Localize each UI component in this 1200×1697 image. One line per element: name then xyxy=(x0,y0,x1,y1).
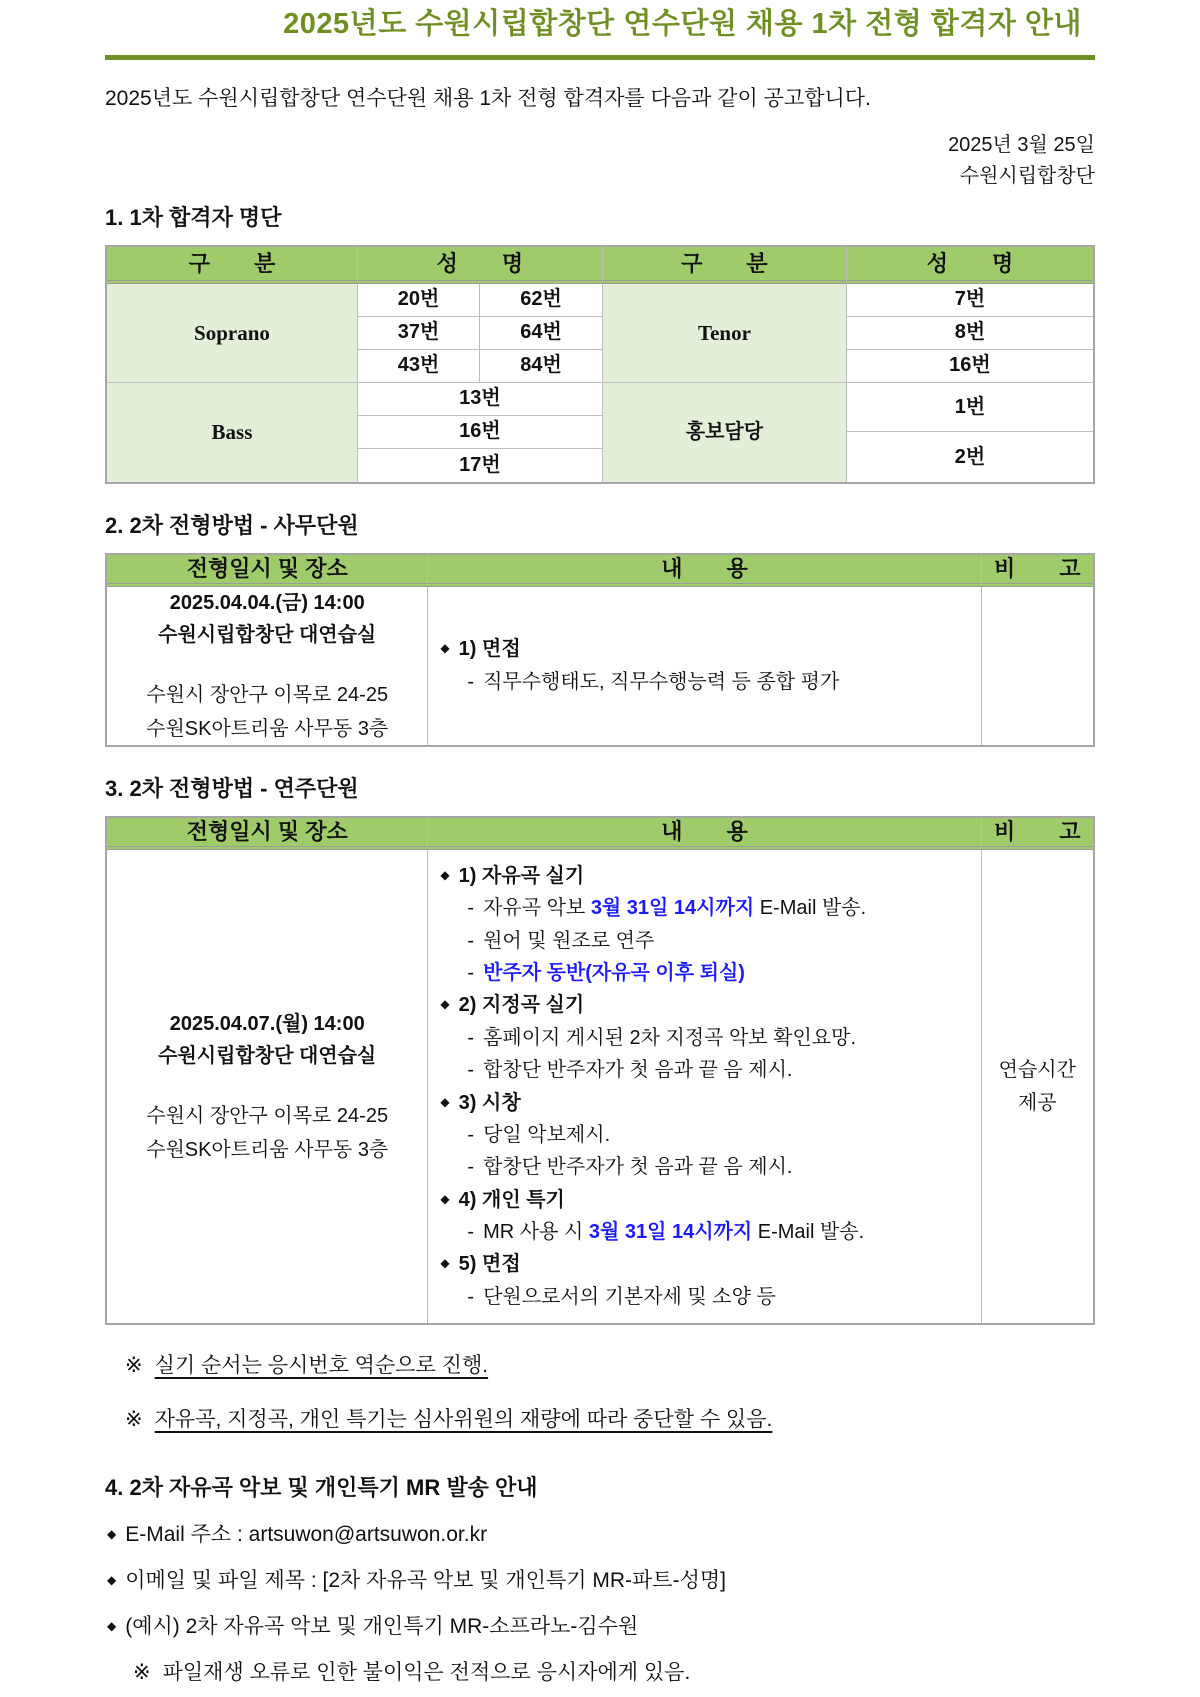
mr-send-bullet xyxy=(107,1564,1095,1594)
section3-heading: 3. 2차 전형방법 - 연주단원 xyxy=(105,775,359,801)
venue-address-line2: 수원SK아트리움 사무동 3층 xyxy=(146,717,389,740)
header-cell-schedule: 전형일시 및 장소 xyxy=(107,555,428,587)
content-cell xyxy=(428,587,981,745)
title-divider xyxy=(105,55,1095,60)
item-title-text: 5) 면접 xyxy=(458,1253,521,1276)
exam-datetime: 2025.04.07.(월) 14:00 xyxy=(169,1012,365,1035)
note-text: 자유곡, 지정곡, 개인 특기는 심사위원의 재량에 따라 중단할 수 있음. xyxy=(154,1408,773,1432)
content-item-detail xyxy=(440,1119,970,1151)
detail-text: E-Mail 발송. xyxy=(754,897,867,920)
content-item-detail xyxy=(440,1281,970,1313)
diamond-bullet-icon: ◆ xyxy=(440,641,450,656)
header-cell-name-left: 성 명 xyxy=(358,247,603,284)
header-cell-remark: 비 고 xyxy=(982,818,1093,850)
note-text: 실기 순서는 응시번호 역순으로 진행. xyxy=(154,1354,489,1378)
venue-address-line2: 수원SK아트리움 사무동 3층 xyxy=(146,1138,389,1161)
venue-address-line1: 수원시 장안구 이목로 24-25 xyxy=(146,683,389,706)
item-title-text: 3) 시창 xyxy=(458,1091,521,1114)
number-cell: 16번 xyxy=(847,350,1093,383)
exam-datetime: 2025.04.04.(금) 14:00 xyxy=(169,591,365,614)
detail-text: E-Mail 발송. xyxy=(752,1221,865,1244)
remark-cell-empty xyxy=(982,587,1093,745)
number-cell: 20번 xyxy=(358,284,480,317)
header-cell-content: 내 용 xyxy=(428,555,981,587)
detail-text: 직무수행태도, 직무수행능력 등 종합 평가 xyxy=(483,670,840,693)
detail-text: MR 사용 시 xyxy=(483,1221,589,1244)
venue-address-line1: 수원시 장안구 이목로 24-25 xyxy=(146,1104,389,1127)
detail-text: 원어 및 원조로 연주 xyxy=(483,929,655,952)
dash-icon: - xyxy=(467,1059,475,1082)
dash-icon: - xyxy=(467,897,475,920)
diamond-bullet-icon: ◆ xyxy=(440,1094,450,1109)
item-title-text: 1) 면접 xyxy=(458,638,521,661)
note-line xyxy=(125,1403,1095,1433)
content-item-title xyxy=(440,1087,970,1119)
dash-icon: - xyxy=(467,961,475,984)
number-cell: 1번 xyxy=(847,383,1093,433)
diamond-bullet-icon: ◆ xyxy=(440,867,450,882)
number-cell: 17번 xyxy=(358,449,603,482)
header-cell-content: 내 용 xyxy=(428,818,981,850)
detail-text: 당일 악보제시. xyxy=(483,1123,611,1146)
content-item-detail xyxy=(440,892,970,924)
detail-text: 합창단 반주자가 첫 음과 끝 음 제시. xyxy=(483,1156,793,1179)
item-title-text: 1) 자유곡 실기 xyxy=(458,864,585,887)
mr-send-bullet xyxy=(107,1610,1095,1640)
number-cell: 13번 xyxy=(358,383,603,416)
note-line xyxy=(125,1349,1095,1379)
diamond-bullet-icon: ◆ xyxy=(440,1191,450,1206)
content-item-detail xyxy=(440,1216,970,1248)
content-item-title xyxy=(440,1248,970,1280)
dash-icon: - xyxy=(467,670,475,693)
number-cell: 7번 xyxy=(847,284,1093,317)
content-item-title xyxy=(440,1184,970,1216)
bullet-text-subject: 이메일 및 파일 제목 : [2차 자유곡 악보 및 개인특기 MR-파트-성명] xyxy=(125,1568,726,1592)
organization-name: 수원시립합창단 xyxy=(959,164,1095,187)
reference-mark-icon: ※ xyxy=(133,1660,151,1684)
header-cell-category-right: 구 분 xyxy=(603,247,847,284)
remark-text-line2: 제공 xyxy=(1017,1091,1057,1114)
content-item-title xyxy=(440,989,970,1021)
detail-text-highlight: 3월 31일 14시까지 xyxy=(588,1221,753,1244)
page-title: 2025년도 수원시립합창단 연수단원 채용 1차 전형 합격자 안내 xyxy=(283,8,1082,40)
number-cell: 8번 xyxy=(847,317,1093,350)
reference-mark-icon: ※ xyxy=(125,1354,143,1378)
number-cell: 43번 xyxy=(358,350,480,383)
number-cell: 62번 xyxy=(480,284,603,317)
content-item-detail xyxy=(440,1151,970,1183)
diamond-bullet-icon: ◆ xyxy=(107,1526,117,1541)
section1-heading: 1. 1차 합격자 명단 xyxy=(105,204,282,230)
schedule-cell xyxy=(107,850,428,1323)
section2-heading: 2. 2차 전형방법 - 사무단원 xyxy=(105,512,359,538)
schedule-cell xyxy=(107,587,428,745)
exam-venue: 수원시립합창단 대연습실 xyxy=(158,623,377,646)
remark-cell xyxy=(982,850,1093,1323)
detail-text: 단원으로서의 기본자세 및 소양 등 xyxy=(483,1285,776,1308)
content-item-detail xyxy=(440,925,970,957)
header-cell-schedule: 전형일시 및 장소 xyxy=(107,818,428,850)
detail-text: 홈페이지 게시된 2차 지정곡 악보 확인요망. xyxy=(483,1026,856,1049)
header-cell-name-right: 성 명 xyxy=(847,247,1093,284)
diamond-bullet-icon: ◆ xyxy=(107,1572,117,1587)
part-cell-tenor: Tenor xyxy=(603,284,847,383)
diamond-bullet-icon: ◆ xyxy=(107,1618,117,1633)
part-cell-pr: 홍보담당 xyxy=(603,383,847,482)
office-member-method-table xyxy=(105,553,1095,747)
intro-paragraph: 2025년도 수원시립합창단 연수단원 채용 1차 전형 합격자를 다음과 같이 공고합니다. xyxy=(105,87,871,111)
performer-method-table xyxy=(105,816,1095,1325)
bullet-text-email: E-Mail 주소 : artsuwon@artsuwon.or.kr xyxy=(125,1522,488,1546)
header-cell-category-left: 구 분 xyxy=(107,247,358,284)
number-cell: 2번 xyxy=(954,445,986,468)
detail-text: 자유곡 악보 xyxy=(483,897,591,920)
diamond-bullet-icon: ◆ xyxy=(440,1256,450,1271)
dash-icon: - xyxy=(467,1123,475,1146)
dash-icon: - xyxy=(467,1285,475,1308)
item-title-text: 2) 지정곡 실기 xyxy=(458,994,585,1017)
pass-list-table xyxy=(105,245,1095,484)
exam-venue: 수원시립합창단 대연습실 xyxy=(158,1044,377,1067)
announcement-date: 2025년 3월 25일 xyxy=(948,133,1095,156)
content-item-title xyxy=(440,860,970,892)
section4-heading: 4. 2차 자유곡 악보 및 개인특기 MR 발송 안내 xyxy=(105,1475,538,1501)
detail-text-highlight: 반주자 동반(자유곡 이후 퇴실) xyxy=(483,961,745,984)
bullet-text-example: (예시) 2차 자유곡 악보 및 개인특기 MR-소프라노-김수원 xyxy=(125,1614,639,1638)
detail-text-highlight: 3월 31일 14시까지 xyxy=(590,897,755,920)
number-cell: 37번 xyxy=(358,317,480,350)
date-org-block xyxy=(105,130,1095,192)
remark-text-line1: 연습시간 xyxy=(998,1058,1076,1081)
number-cell: 64번 xyxy=(480,317,603,350)
mr-send-bullet xyxy=(107,1518,1095,1548)
detail-text: 합창단 반주자가 첫 음과 끝 음 제시. xyxy=(483,1059,793,1082)
diamond-bullet-icon: ◆ xyxy=(440,997,450,1012)
content-item-detail xyxy=(440,1054,970,1086)
item-title-text: 4) 개인 특기 xyxy=(458,1188,565,1211)
content-item-detail xyxy=(440,666,970,698)
content-item-detail xyxy=(440,1022,970,1054)
header-cell-remark: 비 고 xyxy=(982,555,1093,587)
sub-note-text: 파일재생 오류로 인한 불이익은 전적으로 응시자에게 있음. xyxy=(162,1660,691,1684)
dash-icon: - xyxy=(467,1156,475,1179)
content-item-detail xyxy=(440,957,970,989)
number-cell: 16번 xyxy=(358,416,603,449)
dash-icon: - xyxy=(467,1221,475,1244)
content-item-title xyxy=(440,633,970,665)
number-cell: 84번 xyxy=(480,350,603,383)
part-cell-bass: Bass xyxy=(107,383,358,482)
content-cell xyxy=(428,850,981,1323)
dash-icon: - xyxy=(467,929,475,952)
dash-icon: - xyxy=(467,1026,475,1049)
file-error-note xyxy=(133,1656,1095,1686)
part-cell-soprano: Soprano xyxy=(107,284,358,383)
reference-mark-icon: ※ xyxy=(125,1408,143,1432)
